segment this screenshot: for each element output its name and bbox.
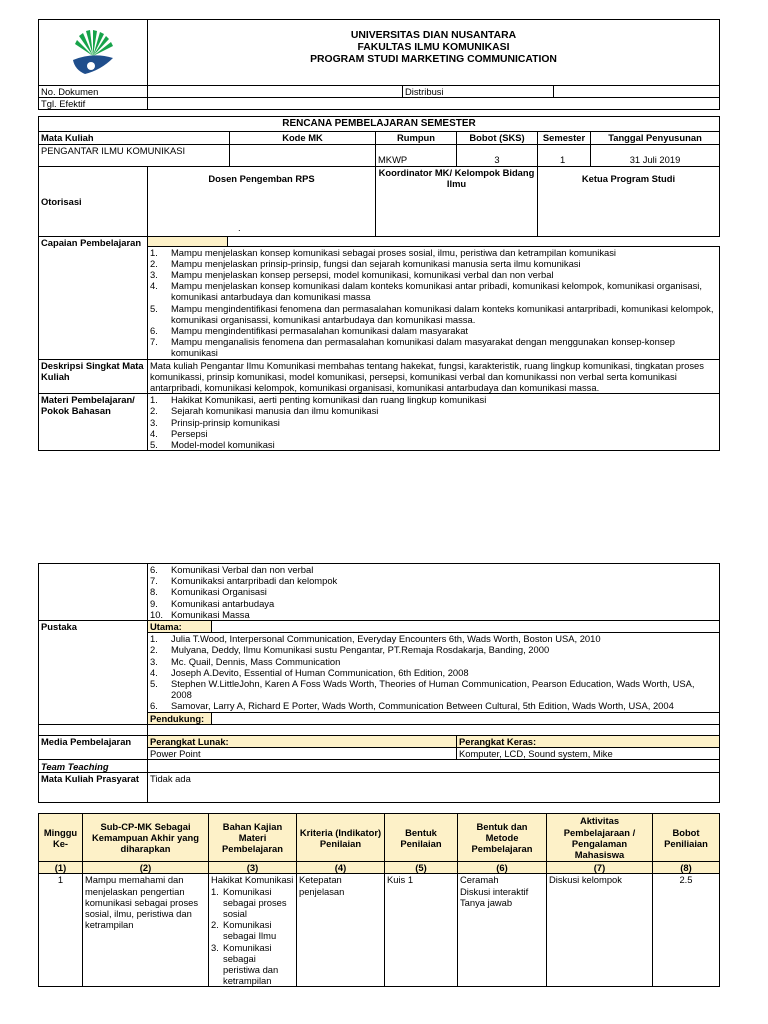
list-item-text: Mampu mengindentifikasi fenomena dan permasalahan komunikasi dalam konteks komunikasi antarpribadi, komunikasi kelompok, komunikasi organisassi, komunikasi antarbudaya dan komunikasi massa.: [171, 302, 714, 325]
minggu-header: Minggu Ke-: [39, 814, 83, 862]
list-item-text: Hakikat Komunikasi, aerti penting komunikasi dan ruang lingkup komunikasi: [171, 394, 487, 406]
row1-metode-2: Diskusi interaktif: [460, 885, 529, 897]
list-item: [150, 428, 717, 439]
list-item-number: 6.: [150, 325, 158, 337]
materi-continued-cell: [148, 564, 720, 621]
logo-cell: [39, 20, 148, 86]
tgl-efektif-value: [148, 98, 720, 110]
perangkat-lunak-value: Power Point: [148, 748, 457, 760]
koordinator-label: Koordinator MK/ Kelompok Bidang Ilmu: [376, 166, 538, 236]
list-item-text: Stephen W.LittleJohn, Karen A Foss Wads Worth, Theories of Human Communication, Pearson Education, Wads Worth, USA, 2008: [171, 678, 695, 701]
tgl-efektif-label: Tgl. Efektif: [39, 98, 148, 110]
capaian-blank: [228, 236, 720, 246]
faculty-name: FAKULTAS ILMU KOMUNIKASI: [357, 42, 510, 53]
list-item: [150, 336, 717, 358]
row1-aktivitas: Diskusi kelompok: [547, 874, 653, 987]
list-item-text: Mampu menjelaskan konsep persepsi, model komunikasi, komunikasi verbal dan non verbal: [171, 269, 554, 281]
list-item-text: Mampu menjelaskan konsep komunikasi dalam konteks komunikasi antar pribadi, komunikasi kelompok, komunikasi organisasi, komunikasi antarbudaya dan komunikasi massa: [171, 280, 702, 303]
list-item-number: 3.: [211, 941, 219, 953]
row1-subcpmk: Mampu memahami dan menjelaskan pengertian komunikasi sebagai proses sosial, ilmu, peristiwa dan ketrampilan: [83, 874, 209, 987]
kode-mk-value: [230, 144, 376, 166]
rumpun-header: Rumpun: [376, 132, 457, 144]
row1-metode-3: Tanya jawab: [460, 896, 513, 908]
list-item-number: 6.: [150, 564, 158, 575]
list-item: [150, 656, 717, 667]
list-item-number: 7.: [150, 336, 158, 348]
team-teaching-value: [148, 760, 720, 773]
kode-mk-header: Kode MK: [230, 132, 376, 144]
row1-bahan: [209, 874, 297, 987]
pustaka-pendukung-label: Pendukung:: [148, 712, 212, 724]
col-number-3: (3): [209, 862, 297, 874]
list-item: [150, 667, 717, 678]
schedule-table: [38, 813, 720, 987]
list-item-text: Mampu menjelaskan konsep komunikasi sebagai proses sosial, ilmu, peristiwa dan ketrampilan komunikasi: [171, 246, 617, 258]
list-item-number: 2.: [150, 644, 158, 656]
list-item-text: Persepsi: [171, 427, 208, 439]
list-item: [150, 575, 717, 586]
course-name: PENGANTAR ILMU KOMUNIKASI: [39, 144, 230, 166]
list-item-text: Komunikasi Massa: [171, 608, 250, 620]
capaian-list: [150, 247, 717, 359]
bobot-penilaian-header: Bobot Peniliaian: [653, 814, 720, 862]
list-item: [150, 417, 717, 428]
list-item-text: Samovar, Larry A, Richard E Porter, Wads Worth, Communication Between Cultural, 5th Edition, Wads Worth, USA, 2004: [171, 700, 674, 712]
materi-continued-label: [39, 564, 148, 621]
rps-page-2: [38, 563, 720, 987]
list-item-text: Komunikasi sebagai peristiwa dan ketrampilan: [223, 941, 279, 987]
bahan-kajian-header: Bahan Kajian Materi Pembelajaran: [209, 814, 297, 862]
semester-value: 1: [538, 144, 591, 166]
ketua-prodi-label: Ketua Program Studi: [538, 166, 720, 236]
materi-list-continued: [150, 564, 717, 620]
col-number-8: (8): [653, 862, 720, 874]
row1-bahan-list: [211, 886, 294, 987]
list-item-number: 4.: [150, 280, 158, 292]
aktivitas-header: Aktivitas Pembelajaraan / Pengalaman Mahasiswa: [547, 814, 653, 862]
otorisasi-label: Otorisasi: [39, 166, 148, 236]
continuation-table: [38, 563, 720, 736]
list-item-number: 10.: [150, 608, 164, 620]
list-item-text: Julia T.Wood, Interpersonal Communication, Everyday Encounters 6th, Wads Worth, Boston USA, 2010: [171, 633, 601, 645]
tanggal-header: Tanggal Penyusunan: [591, 132, 720, 144]
list-item-number: 8.: [150, 586, 158, 598]
perangkat-lunak-label: Perangkat Lunak:: [148, 735, 457, 747]
list-item-text: Komunikasi sebagai proses sosial: [223, 885, 287, 920]
pustaka-list: [150, 633, 717, 711]
list-item-number: 3.: [150, 416, 158, 428]
list-item-number: 2.: [150, 405, 158, 417]
capaian-label: Capaian Pembelajaran: [39, 236, 148, 359]
table-row: [39, 874, 720, 987]
spacer-row: [148, 724, 720, 735]
list-item: [150, 258, 717, 269]
materi-label: Materi Pembelajaran/ Pokok Bahasan: [39, 394, 148, 451]
col-number-5: (5): [385, 862, 458, 874]
list-item-text: Komunikasi Organisasi: [171, 586, 267, 598]
list-item: [150, 247, 717, 258]
list-item-number: 1.: [150, 633, 158, 645]
list-item-text: Komunikasi antarbudaya: [171, 597, 275, 609]
list-item: [150, 586, 717, 597]
list-item-number: 6.: [150, 700, 158, 712]
institution-title: [148, 20, 720, 86]
spacer-label: [39, 724, 148, 735]
list-item: [150, 609, 717, 620]
list-item-text: Model-model komunikasi: [171, 439, 275, 451]
list-item: [150, 439, 717, 450]
bobot-value: 3: [457, 144, 538, 166]
deskripsi-label: Deskripsi Singkat Mata Kuliah: [39, 359, 148, 394]
list-item-text: Mampu menjelaskan prinsip-prinsip, fungsi dan sejarah komunikasi manusia serta ilmu komunikasi: [171, 257, 581, 269]
list-item-number: 4.: [150, 427, 158, 439]
bobot-header: Bobot (SKS): [457, 132, 538, 144]
course-table: [38, 116, 720, 236]
list-item-text: Mulyana, Deddy, Ilmu Komunikasi sustu Pengantar, PT.Remaja Rosdakarja, Banding, 2000: [171, 644, 550, 656]
deskripsi-text: Mata kuliah Pengantar Ilmu Komunikasi membahas tentang hakekat, fungsi, karakteristik, ruang lingkup komunikasi, tingkatan proses komunikassi, prinsip komunikasi, model komunikasi, persepsi, komunikasi verbal dan komunikassi non verbal serta komunikasi antarpribadi, komunikasi kelompok, komunikasi organisasi, komunikasi antarbudaya dan komunikasi massa.: [148, 359, 720, 394]
list-item-number: 1.: [150, 394, 158, 406]
materi-list: [150, 394, 717, 450]
subcpmk-header: Sub-CP-MK Sebagai Kemampuan Akhir yang diharapkan: [83, 814, 209, 862]
row1-bentuk: Kuis 1: [385, 874, 458, 987]
list-item-text: Mampu mengindentifikasi permasalahan komunikasi dalam masyarakat: [171, 325, 469, 337]
list-item-number: 3.: [150, 269, 158, 281]
list-item-number: 9.: [150, 597, 158, 609]
pustaka-label: Pustaka: [39, 621, 148, 725]
list-item-number: 2.: [211, 919, 219, 931]
list-item-text: Sejarah komunikasi manusia dan ilmu komunikasi: [171, 405, 379, 417]
col-number-2: (2): [83, 862, 209, 874]
capaian-list-cell: [148, 246, 720, 359]
program-name: PROGRAM STUDI MARKETING COMMUNICATION: [310, 54, 557, 65]
university-name: UNIVERSITAS DIAN NUSANTARA: [350, 30, 517, 41]
list-item-text: Joseph A.Devito, Essential of Human Communication, 6th Edition, 2008: [171, 666, 469, 678]
distribusi-value: [554, 86, 720, 98]
col-number-1: (1): [39, 862, 83, 874]
col-number-4: (4): [297, 862, 385, 874]
list-item: [150, 700, 717, 711]
list-item: [150, 280, 717, 302]
col-number-6: (6): [458, 862, 547, 874]
list-item-text: Mampu menganalisis fenomena dan permasalahan komunikasi dalam masyarakat dengan menggunakan konsep-konsep komunikasi: [171, 336, 675, 359]
list-item-text: Komunikasi Verbal dan non verbal: [171, 564, 314, 575]
team-teaching-label: Team Teaching: [39, 760, 148, 773]
list-item: [211, 942, 294, 987]
list-item-number: 2.: [150, 257, 158, 269]
rumpun-value: MKWP: [376, 144, 457, 166]
pustaka-pendukung-blank: [212, 712, 720, 724]
list-item: [150, 633, 717, 644]
list-item: [150, 678, 717, 700]
list-item: [150, 325, 717, 336]
distribusi-label: Distribusi: [403, 86, 554, 98]
list-item: [150, 405, 717, 416]
list-item: [150, 598, 717, 609]
list-item: [150, 394, 717, 405]
list-item: [150, 564, 717, 575]
media-table: [38, 735, 720, 803]
prasyarat-label: Mata Kuliah Prasyarat: [39, 773, 148, 803]
kriteria-header: Kriteria (Indikator) Penilaian: [297, 814, 385, 862]
list-item: [150, 644, 717, 655]
bentuk-penilaian-header: Bentuk Penilaian: [385, 814, 458, 862]
list-item-number: 5.: [150, 302, 158, 314]
metode-header: Bentuk dan Metode Pembelajaran: [458, 814, 547, 862]
row1-bahan-title: Hakikat Komunikasi: [211, 874, 294, 886]
undira-logo-icon: [71, 30, 115, 76]
list-item: [150, 269, 717, 280]
mata-kuliah-header: Mata Kuliah: [39, 132, 230, 144]
tanggal-value: 31 Juli 2019: [591, 144, 720, 166]
row1-metode: [458, 874, 547, 987]
list-item: [211, 886, 294, 920]
row1-bobot: 2.5: [653, 874, 720, 987]
list-item-text: Komunikasi sebagai Ilmu: [223, 919, 277, 942]
materi-list-cell: [148, 394, 720, 451]
pustaka-list-cell: [148, 633, 720, 712]
list-item: [211, 919, 294, 941]
list-item-number: 1.: [150, 246, 158, 258]
list-item: [150, 303, 717, 325]
list-item-text: Prinsip-prinsip komunikasi: [171, 416, 280, 428]
perangkat-keras-label: Perangkat Keras:: [457, 735, 720, 747]
col-number-7: (7): [547, 862, 653, 874]
list-item-number: 4.: [150, 666, 158, 678]
semester-header: Semester: [538, 132, 591, 144]
capaian-table: [38, 236, 720, 452]
pustaka-utama-label: Utama:: [148, 621, 212, 633]
list-item-text: Komunikaksi antarpribadi dan kelompok: [171, 575, 338, 587]
rps-title: RENCANA PEMBELAJARAN SEMESTER: [39, 117, 720, 132]
list-item-text: Mc. Quail, Dennis, Mass Communication: [171, 655, 341, 667]
dosen-pengemban-label: Dosen Pengemban RPS: [208, 172, 315, 184]
prasyarat-value: Tidak ada: [148, 773, 720, 803]
dosen-pengemban-cell: [148, 166, 376, 236]
list-item-number: 5.: [150, 439, 158, 451]
list-item-number: 1.: [211, 885, 219, 897]
capaian-highlight: [148, 236, 228, 246]
rps-page-1: [38, 19, 720, 451]
document-meta: [38, 85, 720, 110]
no-dokumen-label: No. Dokumen: [39, 86, 148, 98]
pustaka-utama-blank: [212, 621, 720, 633]
list-item-number: 5.: [150, 678, 158, 690]
media-label: Media Pembelajaran: [39, 735, 148, 759]
perangkat-keras-value: Komputer, LCD, Sound system, Mike: [457, 748, 720, 760]
list-item-number: 3.: [150, 655, 158, 667]
signature-dot: .: [238, 222, 241, 234]
header-table: [38, 19, 720, 86]
row1-minggu: 1: [39, 874, 83, 987]
no-dokumen-value: [148, 86, 403, 98]
row1-kriteria: Ketepatan penjelasan: [297, 874, 385, 987]
list-item-number: 7.: [150, 575, 158, 587]
row1-metode-1: Ceramah: [460, 874, 499, 886]
